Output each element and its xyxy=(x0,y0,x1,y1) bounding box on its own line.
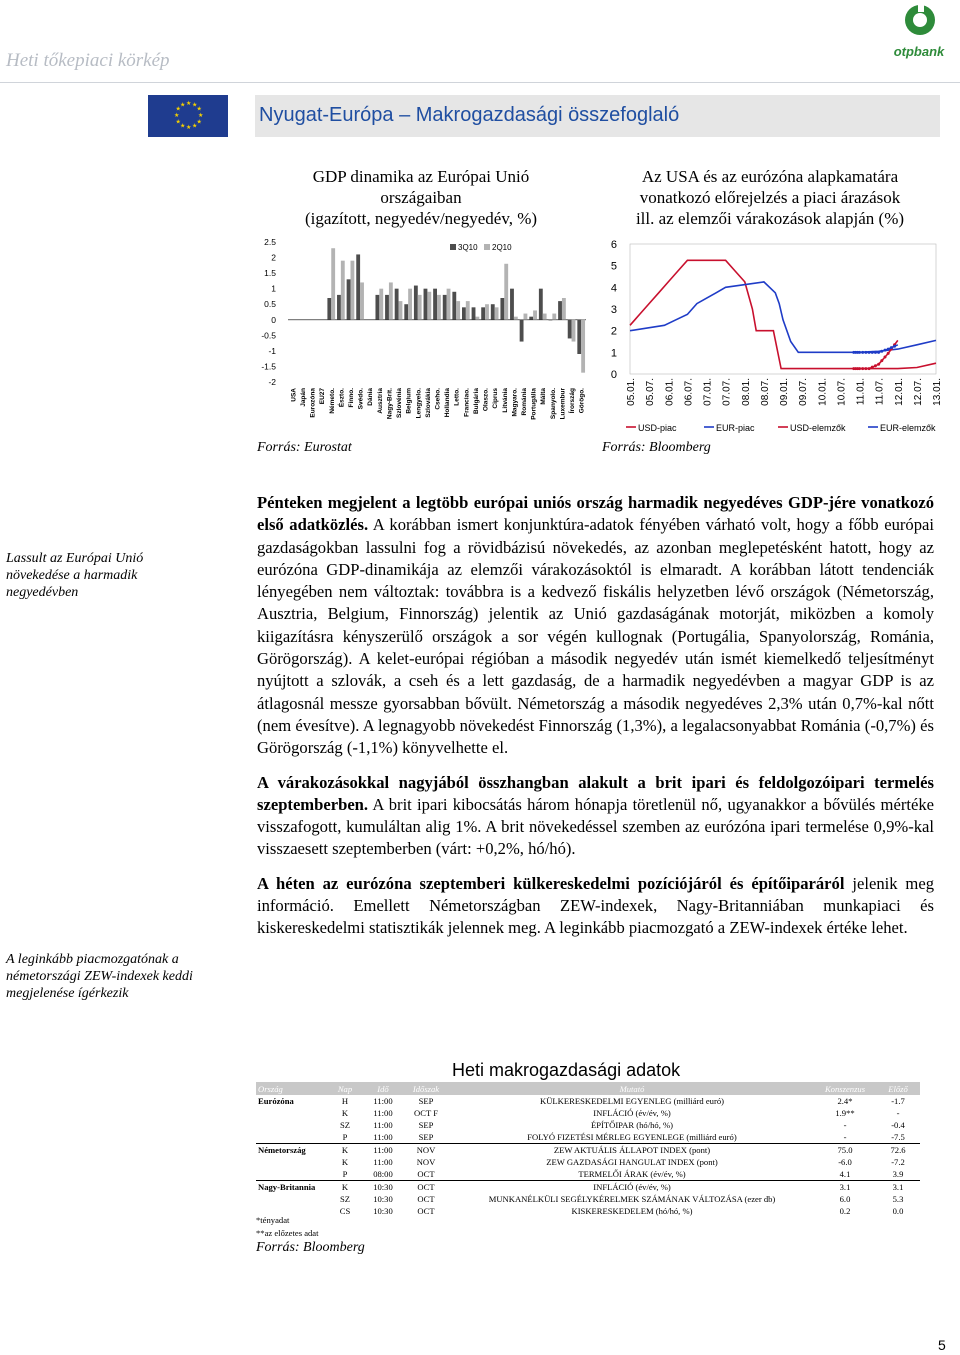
x-tick-label: 12.01. xyxy=(893,378,905,406)
series-line-usd-piac xyxy=(630,260,936,368)
lead-sentence: A várakozásokkal nagyjából összhangban alakult a brit ipari és feldolgozóipari termelés szeptemberben. xyxy=(257,772,934,814)
bar-2q10 xyxy=(543,314,547,320)
x-category-label: Hollandia xyxy=(444,388,452,418)
cell-country xyxy=(256,1156,326,1168)
cell-indicator: MUNKANÉLKÜLI SEGÉLYKÉRELMEK SZÁMÁNAK VÁLTOZÁSA (ezer db) xyxy=(488,1194,776,1204)
cell-day: K xyxy=(341,1157,349,1167)
x-category-label: Nagy-Brit. xyxy=(386,388,394,420)
paragraph-uk-industry xyxy=(257,772,934,861)
cell-country xyxy=(256,1131,326,1144)
x-category-label: Lengyelo. xyxy=(415,388,423,419)
margin-note-line: megjelenése ígérkezik xyxy=(6,986,129,1001)
legend-swatch-3q10 xyxy=(450,244,456,250)
bar-3q10 xyxy=(404,304,408,320)
series-marker-eur-elemzők xyxy=(890,346,893,349)
svg-text:★: ★ xyxy=(186,125,192,131)
bar-2q10 xyxy=(485,304,489,320)
legend-swatch-2q10 xyxy=(484,244,490,250)
bar-2q10 xyxy=(408,289,412,320)
x-tick-label: 06.07. xyxy=(683,378,695,406)
bar-3q10 xyxy=(414,286,418,320)
bar-2q10 xyxy=(399,301,403,320)
bar-3q10 xyxy=(500,298,504,320)
page-title: Nyugat-Európa – Makrogazdasági összefoglaló xyxy=(259,104,680,126)
x-category-label: Csehо. xyxy=(434,388,442,410)
cell-period: OCT xyxy=(417,1194,435,1204)
series-marker-eur-elemzők xyxy=(871,351,874,354)
bar-2q10 xyxy=(495,307,499,319)
table-footnotes xyxy=(256,1214,319,1240)
bar-3q10 xyxy=(443,295,447,320)
y-tick-label: 4 xyxy=(610,282,617,295)
y-tick-label: 0 xyxy=(610,369,617,381)
x-category-label: Olaszo. xyxy=(482,388,490,412)
y-tick-label: 1.5 xyxy=(264,268,276,279)
cell-country: Nagy-Britannia xyxy=(256,1181,326,1194)
x-tick-label: 10.01. xyxy=(817,378,829,406)
col-header-consensus: Konszenzus xyxy=(814,1082,876,1095)
x-category-label: Ausztria xyxy=(376,388,384,414)
cell-time: 11:00 xyxy=(373,1096,393,1106)
svg-text:★: ★ xyxy=(175,106,181,113)
cell-indicator: ZEW GAZDASÁGI HANGULAT INDEX (pont) xyxy=(546,1157,718,1167)
bar-3q10 xyxy=(568,320,572,339)
rate-chart-title xyxy=(600,166,940,229)
x-tick-label: 08.07. xyxy=(759,378,771,406)
table-row xyxy=(256,1168,920,1181)
bar-3q10 xyxy=(510,289,514,320)
margin-note-line: növekedése a harmadik xyxy=(6,568,138,583)
col-header-time: Idő xyxy=(364,1082,402,1095)
svg-text:★: ★ xyxy=(174,113,180,119)
bar-3q10 xyxy=(529,317,533,320)
series-marker-eur-elemzők xyxy=(887,348,890,351)
bar-2q10 xyxy=(562,298,566,320)
rate-chart-source: Forrás: Bloomberg xyxy=(602,440,711,455)
chart-legend xyxy=(450,243,512,252)
x-tick-label: 11.07. xyxy=(874,378,886,406)
cell-day: SZ xyxy=(339,1194,351,1204)
bar-3q10 xyxy=(347,279,351,319)
x-tick-label: 11.01. xyxy=(855,378,867,406)
legend-label: USD-piac xyxy=(638,423,677,433)
cell-day: K xyxy=(326,1144,364,1157)
cell-consensus: 0.2 xyxy=(839,1206,851,1216)
gdp-chart-source: Forrás: Eurostat xyxy=(257,440,352,455)
bar-3q10 xyxy=(433,289,437,320)
cell-consensus: 3.1 xyxy=(814,1181,876,1194)
svg-text:★: ★ xyxy=(186,101,192,107)
bar-2q10 xyxy=(572,320,576,342)
table-row xyxy=(256,1144,920,1157)
page-number: 5 xyxy=(938,1337,946,1353)
cell-previous: 0.0 xyxy=(892,1206,904,1216)
col-header-previous: Előző xyxy=(876,1082,920,1095)
table-row xyxy=(256,1205,920,1217)
y-tick-label: 0.5 xyxy=(264,299,276,310)
footnote: *tényadat xyxy=(256,1215,290,1225)
y-tick-label: -2 xyxy=(268,377,276,387)
cell-day: CS xyxy=(339,1206,351,1216)
margin-note-gdp xyxy=(6,550,216,601)
legend-label-2q10: 2Q10 xyxy=(492,243,512,252)
table-row xyxy=(256,1107,920,1119)
series-marker-usd-elemzők xyxy=(864,367,867,370)
series-marker-eur-elemzők xyxy=(884,349,887,352)
cell-time: 11:00 xyxy=(364,1144,402,1157)
x-category-label: Szlovénia xyxy=(396,388,404,418)
bar-2q10 xyxy=(475,317,479,320)
paragraph-text: A korábban ismert konjunktúra-adatok fényében várható volt, hogy a főbb európai gazdaságokban lassulni fog a rövidbázisú növekedés, az azonban meglepetésként hatott, hogy az eurózóna GDP-dinamikája az elemzői várakozásoktól is elmaradt. A korábban látott tendenciák lényegében nem változtak: továbbra is a kedvező fiskális helyzetben lévő országok (Németország, Ausztria, Belgium, Finnország) jelentik az Unió gazdaságának motorját, miközben a komoly kiigazításra kényszerülő országok a sor végén kullognak (Portugália, Spanyolország, Románia, Görögország). A kelet-európai régióban a második negyedév után ismét kiemelkedő teljesítményt nyújtott a szlovák, a cseh és a lett gazdaság, de a harmadik negyedévben a magyar GDP is az átlagosnál messze gyorsabban bővült. Németország a második negyedéves 2,3% után 0,7%-kal nőtt (nem évesítve). A legnagyobb növekedést Finnország (1,3%), a legalacsonyabbat Románia (-0,7%) és Görögország (-1,1%) könyvelhette el. xyxy=(257,515,934,758)
x-tick-label: 07.01. xyxy=(702,378,714,406)
y-tick-label: 6 xyxy=(610,239,617,251)
x-tick-label: 10.07. xyxy=(836,378,848,406)
bar-3q10 xyxy=(520,320,524,342)
col-header-period: Időszak xyxy=(402,1082,450,1095)
bar-2q10 xyxy=(581,320,585,373)
series-marker-eur-elemzők xyxy=(861,351,864,354)
cell-period: SEP xyxy=(418,1096,434,1106)
cell-country xyxy=(256,1107,326,1119)
bar-3q10 xyxy=(472,307,476,319)
x-category-label: Németo. xyxy=(328,388,336,414)
table-row xyxy=(256,1156,920,1168)
cell-day: P xyxy=(342,1169,348,1179)
bar-2q10 xyxy=(341,261,345,320)
series-line-eur-piac xyxy=(630,282,936,352)
gdp-chart-title-line3: (igazított, negyedév/negyedév, %) xyxy=(304,209,538,228)
cell-time: 11:00 xyxy=(373,1132,393,1142)
series-marker-usd-elemzők xyxy=(868,367,871,370)
bar-3q10 xyxy=(395,289,399,320)
y-tick-label: 2 xyxy=(610,325,617,338)
x-category-label: Bulgária xyxy=(472,388,480,415)
cell-day: P xyxy=(342,1132,348,1142)
x-tick-label: 07.07. xyxy=(721,378,733,406)
cell-time: 11:00 xyxy=(373,1108,393,1118)
bar-3q10 xyxy=(424,289,428,320)
x-tick-label: 13.01. xyxy=(932,378,943,406)
x-tick-label: 05.01. xyxy=(626,378,637,406)
x-category-label: Litvánia xyxy=(501,388,509,413)
y-tick-label: -0.5 xyxy=(261,330,276,341)
header-title: Heti tőkepiaci körkép xyxy=(6,50,170,71)
series-marker-eur-elemzők xyxy=(868,351,871,354)
cell-day: K xyxy=(326,1181,364,1194)
x-category-label: EU27 xyxy=(319,388,327,405)
cell-period: OCT F xyxy=(414,1108,438,1118)
paragraph-gdp xyxy=(257,492,934,760)
cell-day: SZ xyxy=(339,1120,351,1130)
y-tick-label: 1 xyxy=(610,347,617,360)
cell-time: 08:00 xyxy=(373,1169,393,1179)
table-row xyxy=(256,1095,920,1107)
series-marker-eur-elemzők xyxy=(880,350,883,353)
svg-text:★: ★ xyxy=(175,119,181,126)
margin-note-line: Lassult az Európai Unió xyxy=(6,551,144,566)
y-tick-label: -1 xyxy=(268,345,276,356)
table-source: Forrás: Bloomberg xyxy=(256,1240,365,1255)
gdp-bar-chart xyxy=(248,230,593,450)
y-tick-label: 2 xyxy=(271,252,276,263)
paragraph-text: A brit ipari kibocsátás három hónapja töretlenül nő, ugyanakkor a bővülés mértéke visszafogott, kumuláltan alig 1%. A brit növekedéssel szemben az eurózóna ipari termelése 0,9%-kal visszaesett szeptemberben (várt: +0,2%, hó/hó). xyxy=(257,794,934,859)
bar-2q10 xyxy=(350,261,354,320)
x-tick-label: 09.01. xyxy=(779,378,790,406)
cell-consensus: 1.9** xyxy=(835,1108,855,1118)
cell-time: 10:30 xyxy=(373,1194,393,1204)
series-marker-eur-elemzők xyxy=(877,351,880,354)
table-row xyxy=(256,1193,920,1205)
cell-time: 10:30 xyxy=(364,1181,402,1194)
x-category-label: Luxembur xyxy=(559,388,567,420)
bar-2q10 xyxy=(524,314,528,320)
bar-2q10 xyxy=(514,317,518,320)
table-row xyxy=(256,1181,920,1194)
cell-previous: -7.5 xyxy=(891,1132,905,1142)
bar-3q10 xyxy=(491,304,495,320)
series-marker-eur-elemzők xyxy=(864,351,867,354)
paragraph-text: jelenik meg információ. Emellett Németországban ZEW-indexek, Nagy-Britanniában munkapiaci és kiskereskedelmi statisztikák jelennek meg. A leginkább piacmozgató a ZEW-indexek értéke lehet. xyxy=(257,873,934,938)
legend-label: EUR-elemzők xyxy=(880,423,936,433)
legend-label: EUR-piac xyxy=(716,423,755,433)
series-marker-usd-elemzők xyxy=(880,359,883,362)
cell-previous: 5.3 xyxy=(892,1194,904,1204)
x-tick-label: 12.07. xyxy=(912,378,924,406)
lead-sentence: A héten az eurózóna szeptemberi külkereskedelmi pozíciójáról és építőiparáról xyxy=(257,873,845,893)
x-tick-label: 06.01. xyxy=(664,378,676,406)
series-marker-usd-elemzők xyxy=(877,363,880,366)
y-tick-label: 3 xyxy=(610,304,617,316)
cell-day: K xyxy=(341,1108,349,1118)
bar-3q10 xyxy=(462,307,466,319)
bar-2q10 xyxy=(418,295,422,320)
cell-time: 10:30 xyxy=(373,1206,393,1216)
cell-indicator: ÉPÍTŐIPAR (hó/hó, %) xyxy=(590,1120,674,1130)
cell-indicator: ZEW AKTUÁLIS ÁLLAPOT INDEX (pont) xyxy=(450,1144,814,1157)
x-category-label: Málta xyxy=(540,388,548,405)
rate-line-chart xyxy=(600,232,945,442)
x-category-label: Görögo. xyxy=(578,388,586,414)
footnote: **az előzetes adat xyxy=(256,1228,319,1238)
cell-day: H xyxy=(341,1096,349,1106)
bar-2q10 xyxy=(360,282,364,319)
cell-time: 11:00 xyxy=(373,1157,393,1167)
x-category-label: USA xyxy=(290,388,298,402)
cell-indicator: INFLÁCIÓ (év/év, %) xyxy=(450,1181,814,1194)
cell-previous: 3.1 xyxy=(876,1181,920,1194)
series-marker-usd-elemzők xyxy=(871,366,874,369)
cell-consensus: 4.1 xyxy=(839,1169,851,1179)
bar-3q10 xyxy=(356,254,360,319)
cell-consensus: - xyxy=(843,1132,847,1142)
bar-2q10 xyxy=(427,292,431,320)
series-marker-eur-elemzők xyxy=(858,351,861,354)
rate-chart-title-line1: Az USA és az eurózóna alapkamatára xyxy=(641,167,899,186)
cell-period: OCT xyxy=(402,1181,450,1194)
svg-text:★: ★ xyxy=(180,102,186,109)
bar-2q10 xyxy=(379,289,383,320)
x-category-label: Románia xyxy=(521,388,529,416)
cell-consensus: -6.0 xyxy=(838,1157,852,1167)
x-tick-label: 09.07. xyxy=(798,378,810,406)
y-tick-label: 1 xyxy=(271,283,276,294)
cell-indicator: KISKERESKEDELEM (hó/hó, %) xyxy=(571,1206,693,1216)
rate-chart-title-line2: vonatkozó előrejelzés a piaci árazások xyxy=(639,188,901,207)
cell-country xyxy=(256,1119,326,1131)
legend-label: USD-elemzők xyxy=(790,423,846,433)
paragraph-week-ahead xyxy=(257,873,934,940)
cell-country xyxy=(256,1168,326,1181)
y-tick-label: 0 xyxy=(271,314,276,325)
series-marker-eur-elemzők xyxy=(893,345,896,348)
header-divider xyxy=(0,82,960,83)
col-header-country: Ország xyxy=(256,1082,326,1095)
margin-note-line: A leginkább piacmozgatónak a xyxy=(6,952,179,967)
cell-consensus: 75.0 xyxy=(814,1144,876,1157)
cell-period: OCT xyxy=(417,1206,435,1216)
bar-2q10 xyxy=(466,301,470,320)
series-marker-usd-elemzők xyxy=(874,364,877,367)
bar-2q10 xyxy=(389,282,393,319)
cell-previous: -1.7 xyxy=(891,1096,905,1106)
col-header-indicator: Mutató xyxy=(450,1082,814,1095)
cell-previous: 72.6 xyxy=(876,1144,920,1157)
x-category-label: Svédo. xyxy=(357,388,365,410)
gdp-chart-title-line2: országaiban xyxy=(380,188,462,207)
bar-3q10 xyxy=(385,295,389,320)
x-category-label: Írország xyxy=(569,388,577,414)
macro-table-title: Heti makrogazdasági adatok xyxy=(452,1060,681,1080)
cell-indicator: FOLYÓ FIZETÉSI MÉRLEG EGYENLEGE (milliárd euró) xyxy=(527,1132,737,1142)
cell-country: Eurózóna xyxy=(258,1096,294,1106)
margin-note-line: negyedévben xyxy=(6,585,79,600)
svg-text:★: ★ xyxy=(192,102,198,109)
cell-previous: -7.2 xyxy=(891,1157,905,1167)
plot-area xyxy=(630,244,936,374)
gdp-chart-title xyxy=(262,166,580,229)
svg-text:★: ★ xyxy=(196,106,202,113)
cell-country xyxy=(256,1193,326,1205)
eu-flag-icon xyxy=(148,95,228,137)
svg-text:★: ★ xyxy=(196,119,202,126)
cell-period: SEP xyxy=(418,1120,434,1130)
x-category-label: Észto. xyxy=(338,388,346,408)
y-tick-label: -1.5 xyxy=(261,361,276,372)
rate-chart-title-line3: ill. az elemzői várakozások alapján (%) xyxy=(635,209,905,228)
cell-period: OCT xyxy=(417,1169,435,1179)
bar-3q10 xyxy=(539,289,543,320)
bar-2q10 xyxy=(437,295,441,320)
x-category-label: Lettо. xyxy=(453,388,461,406)
bar-3q10 xyxy=(375,295,379,320)
bar-2q10 xyxy=(331,248,335,320)
bar-2q10 xyxy=(447,289,451,320)
series-marker-usd-elemzők xyxy=(884,356,887,359)
bar-2q10 xyxy=(456,301,460,320)
series-marker-usd-elemzők xyxy=(887,352,890,355)
bank-name: otpbank xyxy=(893,44,945,59)
x-category-label: Spanyolo. xyxy=(549,388,557,420)
macro-data-table xyxy=(256,1082,920,1217)
bar-3q10 xyxy=(327,298,331,320)
margin-note-line: németországi ZEW-indexek keddi xyxy=(6,969,193,984)
cell-time: 11:00 xyxy=(373,1120,393,1130)
cell-period: SEP xyxy=(418,1132,434,1142)
series-marker-usd-elemzők xyxy=(858,367,861,370)
cell-indicator: TERMELŐI ÁRAK (év/év, %) xyxy=(578,1169,686,1179)
y-tick-label: 2.5 xyxy=(264,237,276,247)
bar-3q10 xyxy=(549,320,553,321)
article-body xyxy=(257,492,934,952)
x-category-label: Finno. xyxy=(347,388,355,408)
bar-2q10 xyxy=(533,310,537,319)
cell-consensus: 6.0 xyxy=(839,1194,851,1204)
series-marker-eur-elemzők xyxy=(874,351,877,354)
cell-previous: -0.4 xyxy=(891,1120,905,1130)
bar-3q10 xyxy=(337,295,341,320)
x-category-label: Dánia xyxy=(367,388,375,406)
cell-indicator: INFLÁCIÓ (év/év, %) xyxy=(593,1108,671,1118)
x-tick-label: 08.01. xyxy=(740,378,752,406)
bar-2q10 xyxy=(552,314,556,320)
bar-2q10 xyxy=(504,264,508,320)
x-category-label: Belgium xyxy=(405,388,413,414)
table-row xyxy=(256,1131,920,1144)
legend-label-3q10: 3Q10 xyxy=(458,243,478,252)
cell-consensus: - xyxy=(843,1120,847,1130)
cell-previous: - xyxy=(896,1108,900,1118)
x-category-label: Szlovákia xyxy=(424,388,432,418)
col-header-day: Nap xyxy=(326,1082,364,1095)
x-tick-label: 05.07. xyxy=(645,378,657,406)
gdp-chart-title-line1: GDP dinamika az Európai Unió xyxy=(312,167,530,186)
series-marker-usd-elemzők xyxy=(861,367,864,370)
cell-indicator: KÜLKERESKEDELMI EGYENLEG (milliárd euró) xyxy=(539,1096,724,1106)
bar-3q10 xyxy=(481,307,485,319)
table-row xyxy=(256,1119,920,1131)
cell-consensus: 2.4* xyxy=(837,1096,853,1106)
x-category-label: Eurozóna xyxy=(309,388,317,418)
bar-3q10 xyxy=(558,301,562,320)
svg-text:★: ★ xyxy=(180,123,186,130)
bar-3q10 xyxy=(452,292,456,320)
x-category-label: Magyaro. xyxy=(511,388,519,417)
x-category-label: Japán xyxy=(299,388,307,407)
bar-3q10 xyxy=(577,320,581,354)
x-category-label: Ciprus xyxy=(492,388,500,409)
margin-note-zew xyxy=(6,951,236,1002)
cell-previous: 3.9 xyxy=(892,1169,904,1179)
lead-sentence: Pénteken megjelent a legtöbb európai uniós ország harmadik negyedéves GDP-jére vonatkozó első adatközlés. xyxy=(257,493,934,535)
cell-period: NOV xyxy=(402,1144,450,1157)
x-category-label: Francіao. xyxy=(463,388,471,417)
cell-period: NOV xyxy=(416,1157,436,1167)
y-tick-label: 5 xyxy=(610,260,617,273)
svg-text:★: ★ xyxy=(192,123,198,130)
table-header-row xyxy=(256,1082,920,1095)
x-category-label: Portugália xyxy=(530,388,538,420)
cell-country: Németország xyxy=(256,1144,326,1157)
svg-text:★: ★ xyxy=(198,113,204,119)
